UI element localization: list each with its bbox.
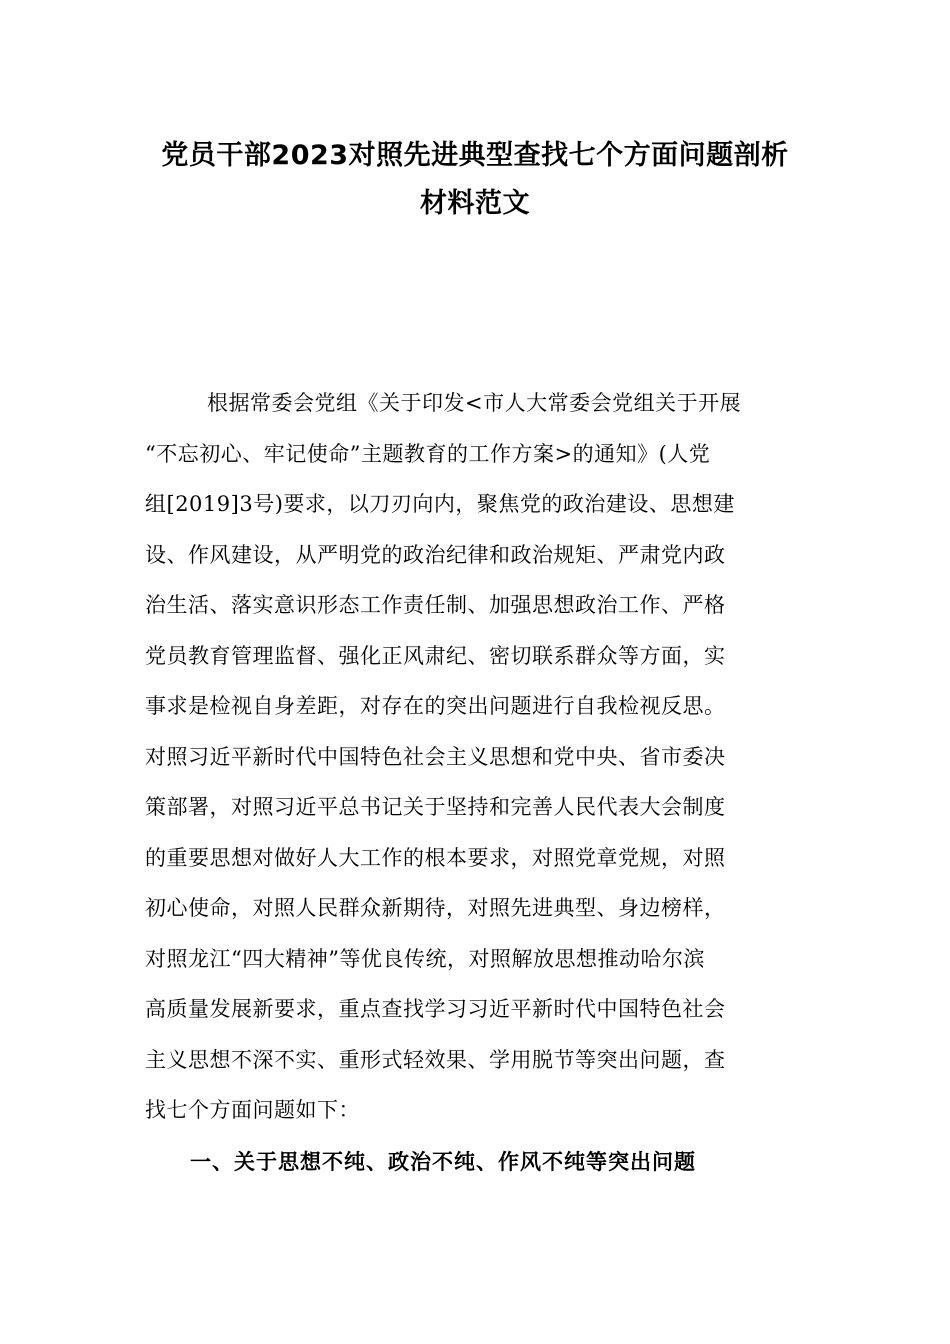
document-title xyxy=(0,132,950,228)
paragraph-line: 策部署，对照习近平总书记关于坚持和完善人民代表大会制度 xyxy=(145,795,726,819)
paragraph-line: 根据常委会党组《关于印发<市人大常委会党组关于开展 xyxy=(207,391,742,415)
paragraph-line: 的重要思想对做好人大工作的根本要求，对照党章党规，对照 xyxy=(145,845,726,870)
title-line-2: 材料范文 xyxy=(420,188,530,219)
paragraph-line: 组[2019]3号)要求，以刀刃向内，聚焦党的政治建设、思想建 xyxy=(145,492,735,516)
title-line-1: 党员干部2023对照先进典型查找七个方面问题剖析 xyxy=(161,140,789,171)
paragraph-line: 事求是检视自身差距，对存在的突出问题进行自我检视反思。 xyxy=(145,694,726,718)
body-paragraph xyxy=(145,378,795,1136)
section-heading: 一、关于思想不纯、政治不纯、作风不纯等突出问题 xyxy=(190,1149,696,1174)
paragraph-line: 治生活、落实意识形态工作责任制、加强思想政治工作、严格 xyxy=(145,593,726,617)
paragraph-line: 设、作风建设，从严明党的政治纪律和政治规矩、严肃党内政 xyxy=(145,542,726,567)
paragraph-line: 对照龙江“四大精神”等优良传统，对照解放思想推动哈尔滨 xyxy=(145,946,705,971)
paragraph-line: “不忘初心、牢记使命”主题教育的工作方案>的通知》(人党 xyxy=(145,441,711,466)
paragraph-line: 初心使命，对照人民群众新期待，对照先进典型、身边榜样， xyxy=(145,896,726,920)
paragraph-line: 主义思想不深不实、重形式轻效果、学用脱节等突出问题，查 xyxy=(145,1047,726,1072)
paragraph-line: 找七个方面问题如下： xyxy=(145,1098,360,1122)
paragraph-line: 对照习近平新时代中国特色社会主义思想和党中央、省市委决 xyxy=(145,744,726,769)
paragraph-line: 党员教育管理监督、强化正风肃纪、密切联系群众等方面，实 xyxy=(145,643,726,668)
paragraph-line: 高质量发展新要求，重点查找学习习近平新时代中国特色社会 xyxy=(145,997,726,1021)
